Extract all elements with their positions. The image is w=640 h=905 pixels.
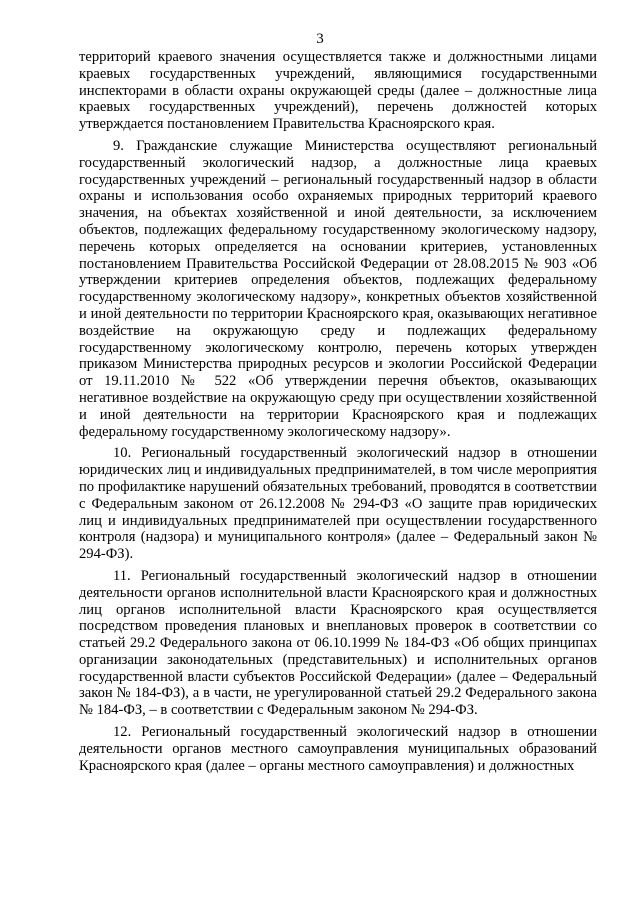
paragraph-11: 11. Региональный государственный экологический надзор в отношении деятельности органов исполнительной власти Красноярского края и должностных лиц органов исполнительной власти Красноярского края осуществляется посредством проведения плановых и внеплановых проверок в соответствии со статьей 29.2 Федерального закона от 06.10.1999 № 184-ФЗ «Об общих принципах организации законодательных (представительных) и исполнительных органов государственной власти субъектов Российской Федерации» (далее – Федеральный закон № 184-ФЗ), а в части, не урегулированной статьей 29.2 Федерального закона № 184-ФЗ, – в соответствии с Федеральным законом № 294-ФЗ. <box>79 567 597 719</box>
document-body <box>79 49 597 779</box>
paragraph-continuation: территорий краевого значения осуществляется также и должностными лицами краевых государственных учреждений, являющимися государственными инспекторами в области охраны окружающей среды (далее – должностные лица краевых государственных учреждений), перечень должностей которых утверждается постановлением Правительства Красноярского края. <box>79 49 597 133</box>
paragraph-12: 12. Региональный государственный экологический надзор в отношении деятельности органов местного самоуправления муниципальных образований Красноярского края (далее – органы местного самоуправления) и должностных <box>79 724 597 774</box>
page-number: 3 <box>316 31 324 47</box>
paragraph-9: 9. Гражданские служащие Министерства осуществляют региональный государственный экологический надзор, а должностные лица краевых государственных учреждений – региональный государственный надзор в области охраны и использования особо охраняемых природных территорий краевого значения, на объектах хозяйственной и иной деятельности, за исключением объектов, подлежащих федеральному государственному экологическому надзору, перечень которых определяется на основании критериев, установленных постановлением Правительства Российской Федерации от 28.08.2015 № 903 «Об утверждении критериев определения объектов, подлежащих федеральному государственному экологическому надзору», конкретных объектов хозяйственной и иной деятельности по территории Красноярского края, оказывающих негативное воздействие на окружающую среду и подлежащих федеральному государственному экологическому контролю, перечень которых утвержден приказом Министерства природных ресурсов и экологии Российской Федерации от 19.11.2010 № 522 «Об утверждении перечня объектов, оказывающих негативное воздействие на окружающую среду при осуществлении хозяйственной и иной деятельности на территории Красноярского края и подлежащих федеральному государственному экологическому надзору». <box>79 137 597 440</box>
paragraph-10: 10. Региональный государственный экологический надзор в отношении юридических лиц и индивидуальных предпринимателей, в том числе мероприятия по профилактике нарушений обязательных требований, проводятся в соответствии с Федеральным законом от 26.12.2008 № 294-ФЗ «О защите прав юридических лиц и индивидуальных предпринимателей при осуществлении государственного контроля (надзора) и муниципального контроля» (далее – Федеральный закон № 294-ФЗ). <box>79 445 597 563</box>
